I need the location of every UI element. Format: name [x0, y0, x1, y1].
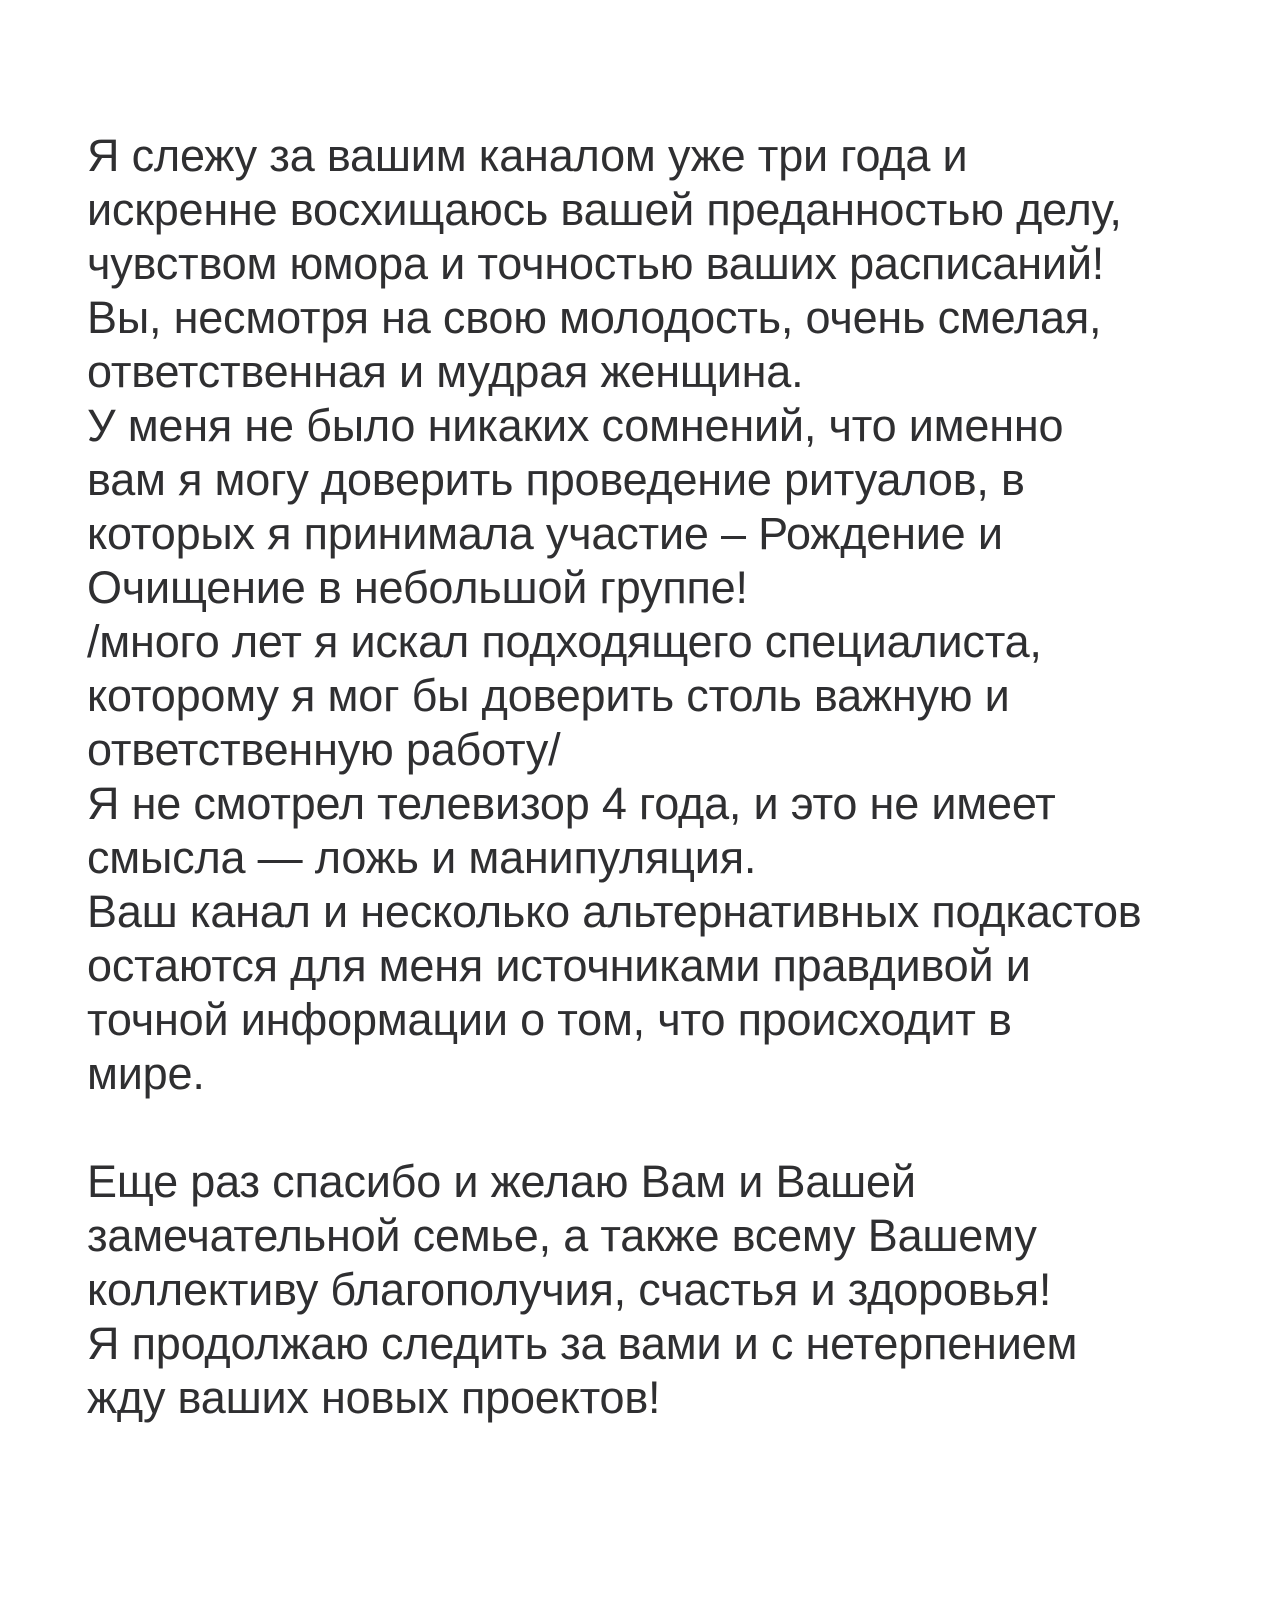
text-line: Я слежу за вашим каналом уже три года и — [87, 130, 968, 181]
text-line: коллективу благополучия, счастья и здоровья! — [87, 1264, 1052, 1315]
text-section — [87, 1155, 1214, 1425]
paragraph — [87, 777, 1214, 885]
text-line: Ваш канал и несколько альтернативных подкастов — [87, 886, 1142, 937]
text-line: Вы, несмотря на свою молодость, очень смелая, — [87, 292, 1102, 343]
text-line: которых я принимала участие – Рождение и — [87, 508, 1003, 559]
paragraph — [87, 1155, 1214, 1317]
paragraph — [87, 399, 1214, 615]
text-line: чувством юмора и точностью ваших расписаний! — [87, 238, 1105, 289]
text-line: У меня не было никаких сомнений, что именно — [87, 400, 1064, 451]
text-line: ответственная и мудрая женщина. — [87, 346, 804, 397]
text-line: Очищение в небольшой группе! — [87, 562, 748, 613]
text-line: вам я могу доверить проведение ритуалов, в — [87, 454, 1025, 505]
text-line: искренне восхищаюсь вашей преданностью делу, — [87, 184, 1122, 235]
paragraph — [87, 1317, 1214, 1425]
text-line: мире. — [87, 1048, 205, 1099]
paragraph — [87, 615, 1214, 777]
text-line: которому я мог бы доверить столь важную и — [87, 670, 1010, 721]
text-line: Еще раз спасибо и желаю Вам и Вашей — [87, 1156, 916, 1207]
text-line: жду ваших новых проектов! — [87, 1372, 661, 1423]
text-section — [87, 129, 1214, 1101]
text-line: Я продолжаю следить за вами и с нетерпением — [87, 1318, 1078, 1369]
text-line: ответственную работу/ — [87, 724, 561, 775]
paragraph — [87, 129, 1214, 399]
paragraph — [87, 885, 1214, 1101]
message-text — [87, 129, 1214, 1425]
text-line: /много лет я искал подходящего специалиста, — [87, 616, 1042, 667]
text-line: Я не смотрел телевизор 4 года, и это не имеет — [87, 778, 1056, 829]
text-line: смысла — ложь и манипуляция. — [87, 832, 757, 883]
text-line: остаются для меня источниками правдивой и — [87, 940, 1031, 991]
text-line: замечательной семье, а также всему Вашему — [87, 1210, 1037, 1261]
text-line: точной информации о том, что происходит в — [87, 994, 1012, 1045]
